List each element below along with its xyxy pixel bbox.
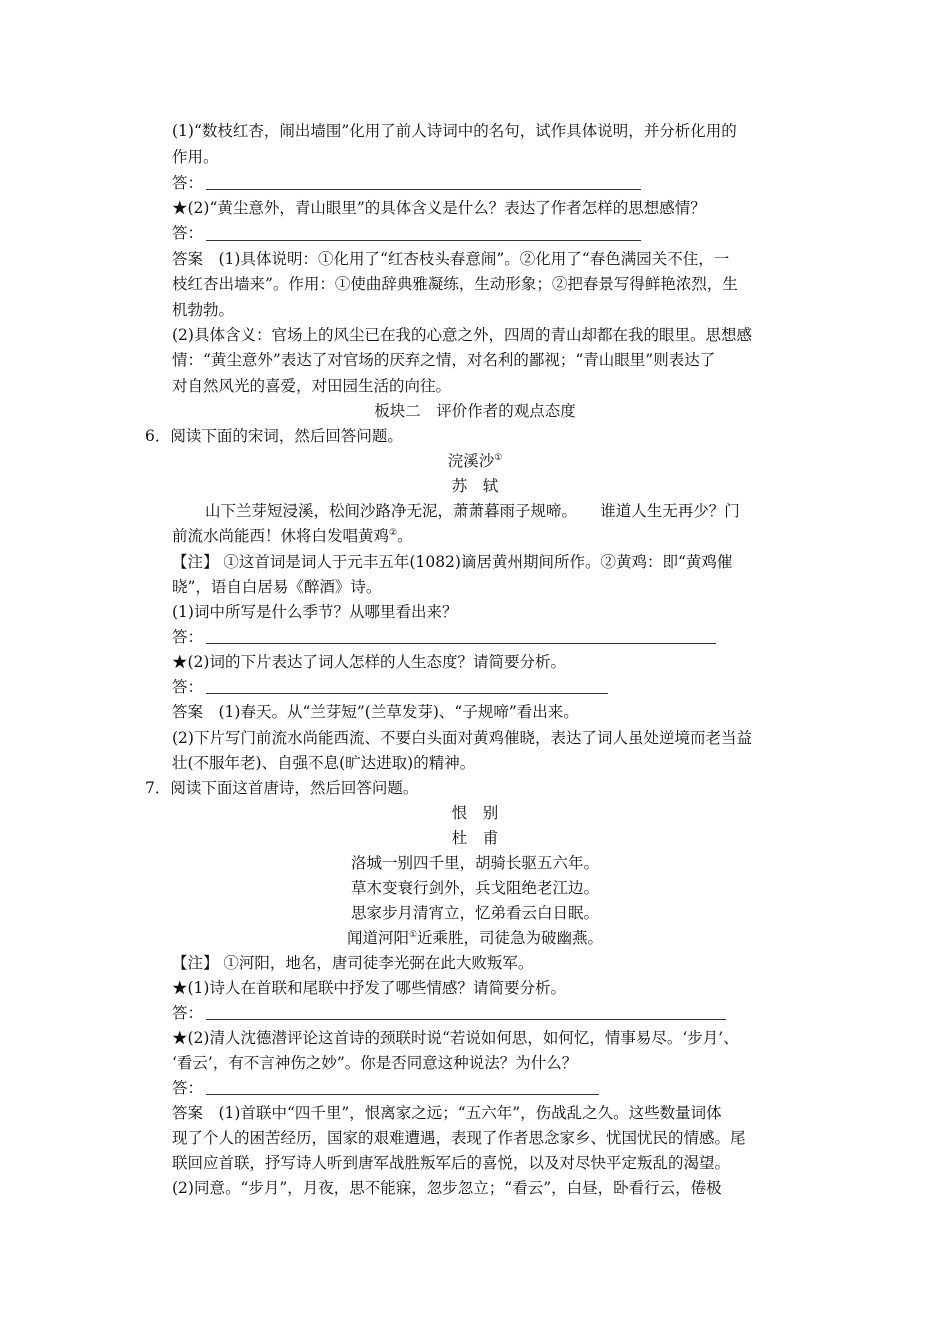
answer-blank-line[interactable] (206, 1094, 599, 1095)
poem-note: 晓”，语自白居易《醉酒》诗。 (172, 578, 382, 596)
section-heading: 板块二 评价作者的观点态度 (374, 402, 576, 420)
answer-blank-line[interactable] (206, 1019, 726, 1020)
answer-key-text: 答案 (1)首联中“四千里”，恨离家之远；“五六年”，伤战乱之久。这些数量词体 (172, 1104, 722, 1122)
poem-note: 【注】 ①这首词是词人于元丰五年(1082)谪居黄州期间所作。②黄鸡：即“黄鸡催 (172, 553, 733, 571)
poem-body: 山下兰芽短浸溪，松间沙路净无泥，萧萧暮雨子规啼。 谁道人生无再少？门 (205, 502, 740, 520)
question-6-prompt: 6．阅读下面的宋词，然后回答问题。 (145, 427, 403, 445)
answer-label: 答： (172, 1004, 204, 1022)
answer-label: 答： (172, 678, 204, 696)
answer-blank-line[interactable] (206, 693, 608, 694)
poem-line: 闻道河阳①近乘胜，司徒急为破幽燕。 (346, 929, 604, 947)
poem-author: 杜 甫 (451, 829, 499, 847)
answer-key-text: (2)同意。“步月”，月夜，思不能寐，忽步忽立；“看云”，白昼，卧看行云，倦极 (172, 1179, 722, 1197)
question-5-2-text: ★(2)“黄尘意外，青山眼里”的具体含义是什么？表达了作者怎样的思想感情？ (172, 199, 706, 217)
question-7-1-text: ★(1)诗人在首联和尾联中抒发了哪些情感？请简要分析。 (172, 979, 566, 997)
poem-note: 【注】 ①河阳，地名，唐司徒李光弼在此大败叛军。 (172, 954, 534, 972)
question-6-2-text: ★(2)词的下片表达了词人怎样的人生态度？请简要分析。 (172, 653, 566, 671)
poem-author: 苏 轼 (451, 477, 499, 495)
answer-blank-line[interactable] (206, 189, 641, 190)
question-7-2-text-cont: ‘看云’，有不言神伤之妙”。你是否同意这种说法？为什么？ (172, 1054, 578, 1072)
poem-title: 浣溪沙① (447, 452, 503, 470)
answer-key-text: (2)下片写门前流水尚能西流、不要白头面对黄鸡催晓，表达了词人虽处逆境而老当益 (172, 729, 752, 747)
poem-line: 草木变衰行剑外，兵戈阻绝老江边。 (350, 879, 599, 897)
poem-title: 恨 别 (451, 804, 499, 822)
answer-label: 答： (172, 1079, 204, 1097)
answer-key-text: 机勃勃。 (172, 301, 235, 319)
answer-key-text: (2)具体含义：官场上的风尘已在我的心意之外，四周的青山却都在我的眼里。思想感 (172, 326, 752, 344)
question-6-1-text: (1)词中所写是什么季节？从哪里看出来？ (172, 603, 458, 621)
poem-body: 前流水尚能西！休将白发唱黄鸡②。 (172, 527, 413, 545)
answer-key-text: 枝红杏出墙来”。作用：①使曲辞典雅凝练，生动形象；②把春景写得鲜艳浓烈，生 (172, 275, 738, 293)
answer-key-text: 答案 (1)具体说明：①化用了“红杏枝头春意闹”。②化用了“春色满园关不住，一 (172, 250, 730, 268)
answer-label: 答： (172, 174, 204, 192)
answer-key-text: 壮(不服年老)、自强不息(旷达进取)的精神。 (172, 754, 476, 772)
question-7-2-text: ★(2)清人沈德潜评论这首诗的颈联时说“若说如何思，如何忆，情事易尽。‘步月’、 (172, 1029, 739, 1047)
answer-label: 答： (172, 224, 204, 242)
question-7-prompt: 7．阅读下面这首唐诗，然后回答问题。 (145, 779, 419, 797)
answer-key-text: 现了个人的困苦经历，国家的艰难遭遇，表现了作者思念家乡、忧国忧民的情感。尾 (172, 1129, 746, 1147)
answer-key-text: 对自然风光的喜爱，对田园生活的向往。 (172, 377, 452, 395)
answer-blank-line[interactable] (206, 643, 716, 644)
question-5-1-text: (1)“数枝红杏，闹出墙围”化用了前人诗词中的名句，试作具体说明，并分析化用的 (172, 122, 737, 140)
answer-key-text: 联回应首联，抒写诗人听到唐军战胜叛军后的喜悦，以及对尽快平定叛乱的渴望。 (172, 1154, 731, 1172)
answer-blank-line[interactable] (206, 240, 641, 241)
answer-key-text: 情：“黄尘意外”表达了对官场的厌弃之情，对名利的鄙视；“青山眼里”则表达了 (172, 351, 716, 369)
poem-line: 思家步月清宵立，忆弟看云白日眠。 (350, 904, 599, 922)
poem-line: 洛城一别四千里，胡骑长驱五六年。 (350, 854, 599, 872)
answer-label: 答： (172, 628, 204, 646)
answer-key-text: 答案 (1)春天。从“兰芽短”(兰草发芽)、“子规啼”看出来。 (172, 703, 579, 721)
question-5-1-text-cont: 作用。 (172, 148, 219, 166)
